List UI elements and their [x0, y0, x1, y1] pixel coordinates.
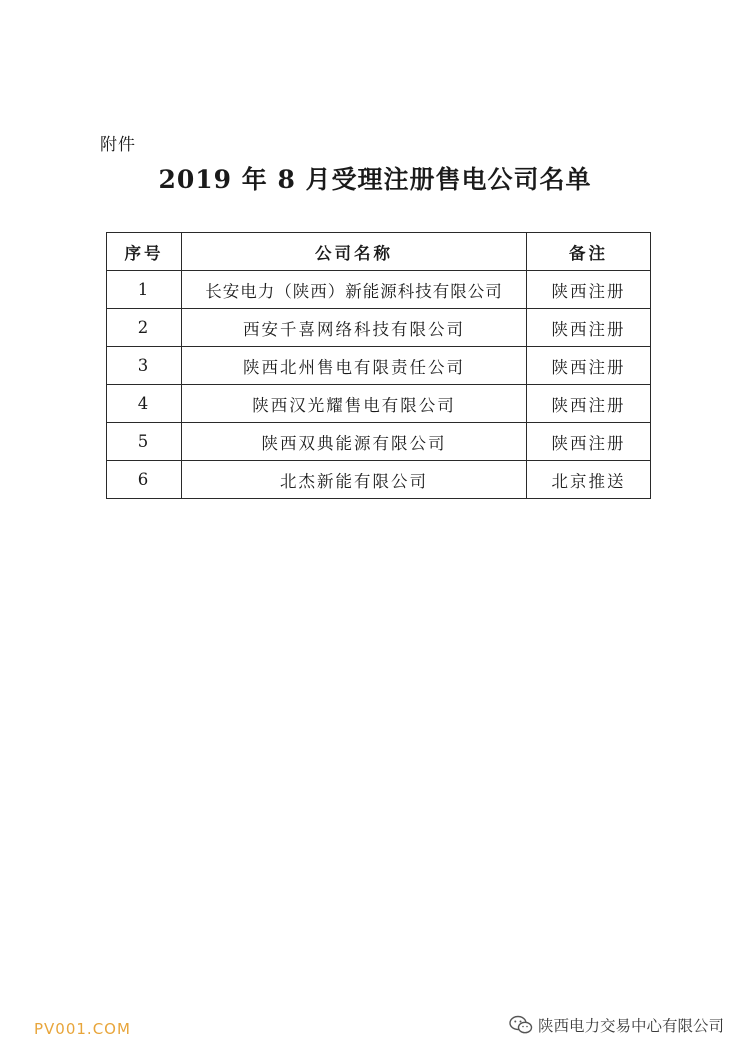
company-name: 西安千喜网络科技有限公司 [182, 309, 527, 347]
remark: 陕西注册 [527, 423, 651, 461]
table-header-row [107, 233, 651, 271]
source-name: 陕西电力交易中心有限公司 [537, 1017, 724, 1035]
company-name: 长安电力（陕西）新能源科技有限公司 [182, 271, 527, 309]
row-number: 2 [107, 309, 182, 347]
document-title: 2019 年 8 月受理注册售电公司名单 [158, 165, 592, 194]
table-row [107, 271, 651, 309]
row-number: 3 [107, 347, 182, 385]
table-row [107, 461, 651, 499]
company-list-table [106, 232, 651, 499]
table-row [107, 309, 651, 347]
row-number: 4 [107, 385, 182, 423]
remark: 北京推送 [527, 461, 651, 499]
column-header-remarks: 备注 [527, 233, 651, 271]
row-number: 1 [107, 271, 182, 309]
table-row [107, 385, 651, 423]
column-header-number: 序号 [107, 233, 182, 271]
source-attribution [509, 1014, 724, 1036]
company-name: 陕西汉光耀售电有限公司 [182, 385, 527, 423]
remark: 陕西注册 [527, 385, 651, 423]
column-header-company-name: 公司名称 [182, 233, 527, 271]
company-name: 北杰新能有限公司 [182, 461, 527, 499]
company-name: 陕西北州售电有限责任公司 [182, 347, 527, 385]
wechat-icon [509, 1015, 533, 1035]
row-number: 5 [107, 423, 182, 461]
remark: 陕西注册 [527, 347, 651, 385]
row-number: 6 [107, 461, 182, 499]
table-row [107, 423, 651, 461]
remark: 陕西注册 [527, 271, 651, 309]
company-name: 陕西双典能源有限公司 [182, 423, 527, 461]
table-row [107, 347, 651, 385]
attachment-label: 附件 [100, 135, 136, 155]
remark: 陕西注册 [527, 309, 651, 347]
watermark-text: PV001.COM [34, 1020, 131, 1038]
